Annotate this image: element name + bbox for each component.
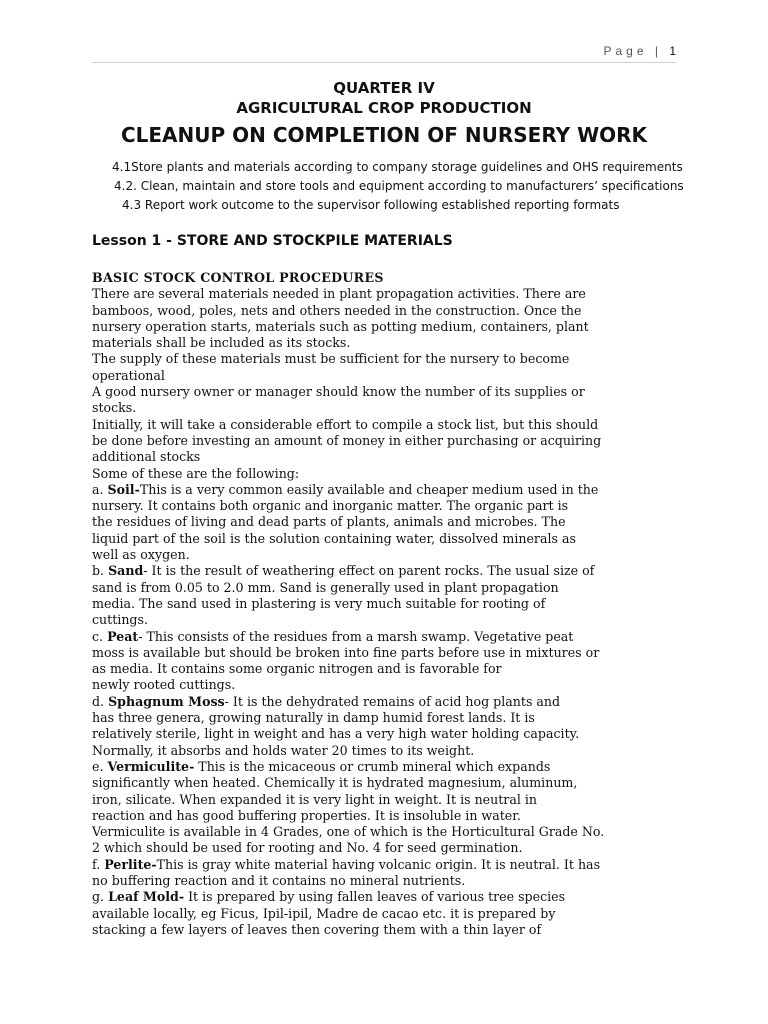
topic-title: CLEANUP ON COMPLETION OF NURSERY WORK — [120, 123, 648, 147]
list-item-soil — [92, 482, 692, 498]
paragraph-line: Normally, it absorbs and holds water 20 times to its weight. — [92, 742, 475, 758]
item-text: This is a very common easily available and cheaper medium used in the — [139, 481, 599, 497]
list-item-vermiculite — [92, 759, 692, 775]
item-text: It is prepared by using fallen leaves of various tree species — [184, 889, 566, 905]
paragraph-line: well as oxygen. — [92, 547, 190, 563]
paragraph-line: be done before investing an amount of money in either purchasing or acquiring — [92, 432, 602, 448]
page-label: Page | — [603, 44, 662, 58]
paragraph-line: reaction and has good buffering properties. It is insoluble in water. — [92, 807, 521, 823]
list-item-peat — [92, 629, 692, 645]
paragraph-line: nursery. It contains both organic and inorganic matter. The organic part is — [92, 498, 569, 514]
term-peat: Peat — [107, 628, 139, 644]
item-text: This is gray white material having volcanic origin. It is neutral. It has — [156, 856, 601, 872]
item-marker: b. — [92, 563, 109, 579]
paragraph-line: 2 which should be used for rooting and No. 4 for seed germination. — [92, 840, 523, 856]
section-heading: BASIC STOCK CONTROL PROCEDURES — [92, 270, 384, 285]
paragraph-line: media. The sand used in plastering is very much suitable for rooting of — [92, 595, 546, 611]
paragraph-line: liquid part of the soil is the solution containing water, dissolved minerals as — [92, 530, 576, 546]
item-marker: e. — [92, 758, 108, 774]
list-item-perlite — [92, 857, 692, 873]
item-text: - It is the result of weathering effect on parent rocks. The usual size of — [143, 563, 595, 579]
paragraph-line: relatively sterile, light in weight and has a very high water holding capacity. — [92, 726, 580, 742]
term-sphagnum-moss: Sphagnum Moss — [108, 693, 225, 709]
paragraph-line: iron, silicate. When expanded it is very light in weight. It is neutral in — [92, 791, 538, 807]
item-text: - It is the dehydrated remains of acid hog plants and — [224, 693, 561, 709]
paragraph-line: Some of these are the following: — [92, 465, 300, 481]
paragraph-line: There are several materials needed in plant propagation activities. There are — [92, 286, 586, 302]
quarter-title: QUARTER IV — [333, 79, 435, 97]
paragraph-line: operational — [92, 367, 165, 383]
paragraph-line: cuttings. — [92, 612, 148, 628]
competency-item: 4.1Store plants and materials according to company storage guidelines and OHS requirements — [112, 160, 683, 174]
paragraph-line: has three genera, growing naturally in damp humid forest lands. It is — [92, 710, 535, 726]
paragraph-line: available locally, eg Ficus, Ipil-ipil, Madre de cacao etc. it is prepared by — [92, 905, 556, 921]
paragraph-line: The supply of these materials must be sufficient for the nursery to become — [92, 351, 570, 367]
paragraph-line: sand is from 0.05 to 2.0 mm. Sand is generally used in plant propagation — [92, 579, 559, 595]
item-marker: g. — [92, 889, 109, 905]
term-soil: Soil- — [107, 481, 140, 497]
term-sand: Sand — [108, 563, 144, 579]
paragraph-line: nursery operation starts, materials such as potting medium, containers, plant — [92, 318, 589, 334]
list-item-leaf-mold — [92, 889, 692, 905]
term-perlite: Perlite- — [104, 856, 157, 872]
page-header — [603, 44, 676, 58]
paragraph-line: significantly when heated. Chemically it is hydrated magnesium, aluminum, — [92, 775, 578, 791]
competency-item: 4.3 Report work outcome to the supervisor following established reporting formats — [122, 198, 620, 212]
paragraph-line: bamboos, wood, poles, nets and others needed in the construction. Once the — [92, 302, 582, 318]
page-number: 1 — [669, 44, 676, 58]
paragraph-line: materials shall be included as its stocks. — [92, 335, 351, 351]
paragraph-line: Vermiculite is available in 4 Grades, one of which is the Horticultural Grade No. — [92, 824, 605, 840]
paragraph-line: A good nursery owner or manager should know the number of its supplies or — [92, 384, 585, 400]
item-marker: c. — [92, 628, 108, 644]
paragraph-line: no buffering reaction and it contains no mineral nutrients. — [92, 872, 466, 888]
paragraph-line: moss is available but should be broken into fine parts before use in mixtures or — [92, 644, 600, 660]
paragraph-line: stocks. — [92, 400, 137, 416]
subject-title: AGRICULTURAL CROP PRODUCTION — [236, 99, 532, 117]
item-text: - This consists of the residues from a marsh swamp. Vegetative peat — [138, 628, 574, 644]
paragraph-line: stacking a few layers of leaves then covering them with a thin layer of — [92, 921, 542, 937]
paragraph-line: Initially, it will take a considerable effort to compile a stock list, but this should — [92, 416, 599, 432]
paragraph-line: the residues of living and dead parts of plants, animals and microbes. The — [92, 514, 566, 530]
term-leaf-mold: Leaf Mold- — [108, 889, 185, 905]
item-marker: d. — [92, 693, 109, 709]
list-item-sphagnum-moss — [92, 694, 692, 710]
title-block — [0, 78, 768, 150]
item-text: This is the micaceous or crumb mineral which expands — [194, 758, 551, 774]
term-vermiculite: Vermiculite- — [107, 758, 195, 774]
item-marker: f. — [92, 856, 105, 872]
paragraph-line: as media. It contains some organic nitrogen and is favorable for — [92, 661, 502, 677]
competency-item: 4.2. Clean, maintain and store tools and equipment according to manufacturers’ specifications — [114, 179, 684, 193]
paragraph-line: newly rooted cuttings. — [92, 677, 236, 693]
lesson-heading: Lesson 1 - STORE AND STOCKPILE MATERIALS — [92, 233, 453, 249]
item-marker: a. — [92, 481, 108, 497]
header-rule — [92, 62, 676, 63]
paragraph-line: additional stocks — [92, 449, 201, 465]
body-text — [92, 270, 692, 938]
list-item-sand — [92, 563, 692, 579]
